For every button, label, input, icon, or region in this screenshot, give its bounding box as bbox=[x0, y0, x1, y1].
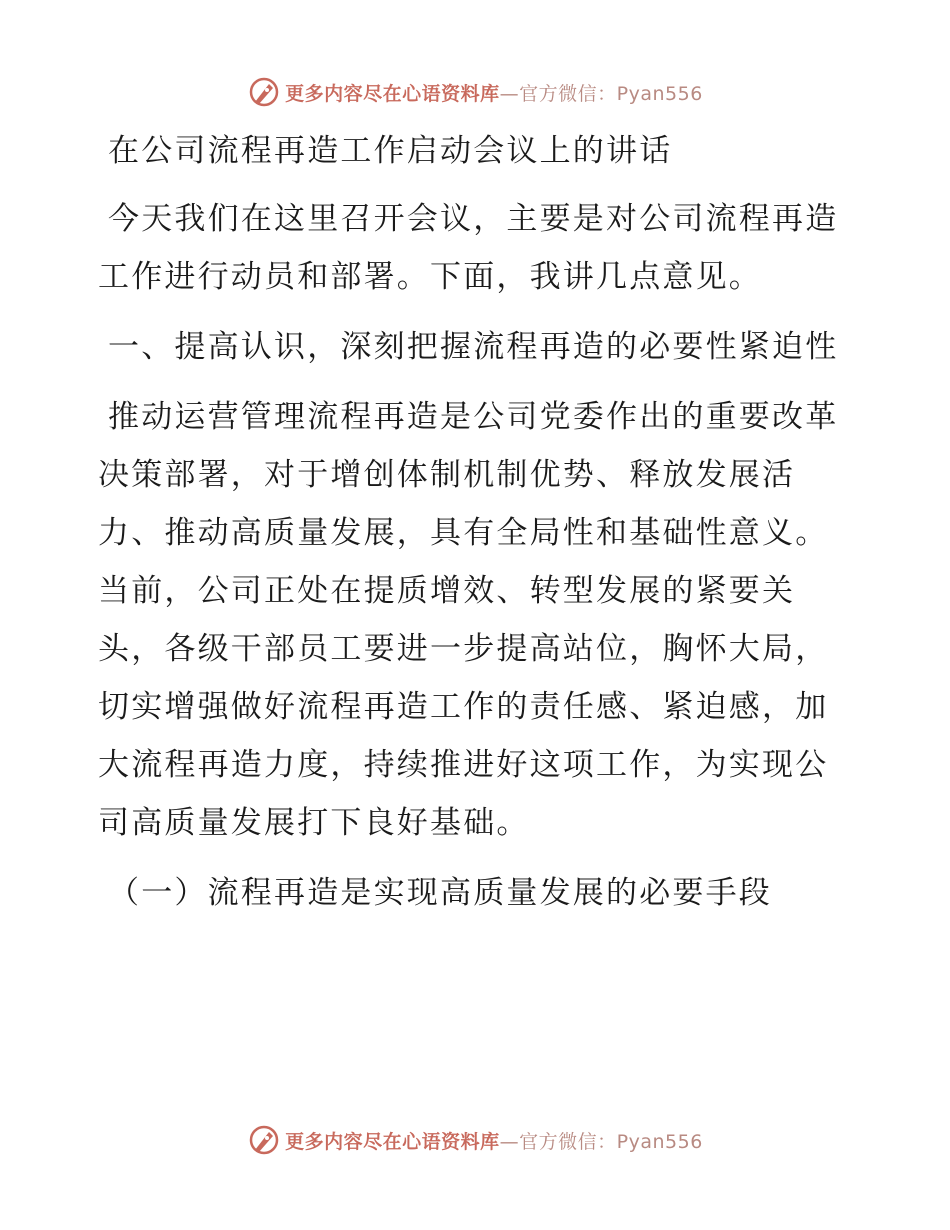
section-1-heading: 一、提高认识，深刻把握流程再造的必要性紧迫性 bbox=[108, 329, 839, 365]
section-1-paragraph: 推动运营管理流程再造是公司党委作出的重要改革决策部署，对于增创体制机制优势、释放发展活力、推动高质量发展，具有全局性和基础性意义。当前，公司正处在提质增效、转型发展的紧要关头，各级干部员工要进一步提高站位，胸怀大局，切实增强做好流程再造工作的责任感、紧迫感，加大流程再造力度，持续推进好这项工作，为实现公司高质量发展打下良好基础。 bbox=[98, 399, 839, 841]
watermark-sub-text: —官方微信：Pyan556 bbox=[499, 82, 703, 105]
document-title: 在公司流程再造工作启动会议上的讲话 bbox=[108, 133, 673, 169]
watermark-main-text: 更多内容尽在心语资料库 bbox=[285, 1130, 500, 1153]
document-body bbox=[98, 122, 858, 922]
watermark-footer bbox=[0, 1120, 950, 1160]
fountain-pen-logo-icon bbox=[247, 75, 281, 109]
subsection-1-heading: （一）流程再造是实现高质量发展的必要手段 bbox=[108, 875, 772, 911]
watermark-sub-text: —官方微信：Pyan556 bbox=[499, 1130, 703, 1153]
intro-paragraph: 今天我们在这里召开会议，主要是对公司流程再造工作进行动员和部署。下面，我讲几点意见。 bbox=[98, 201, 839, 295]
watermark-header bbox=[0, 72, 950, 112]
watermark-main-text: 更多内容尽在心语资料库 bbox=[285, 82, 500, 105]
fountain-pen-logo-icon bbox=[247, 1123, 281, 1157]
